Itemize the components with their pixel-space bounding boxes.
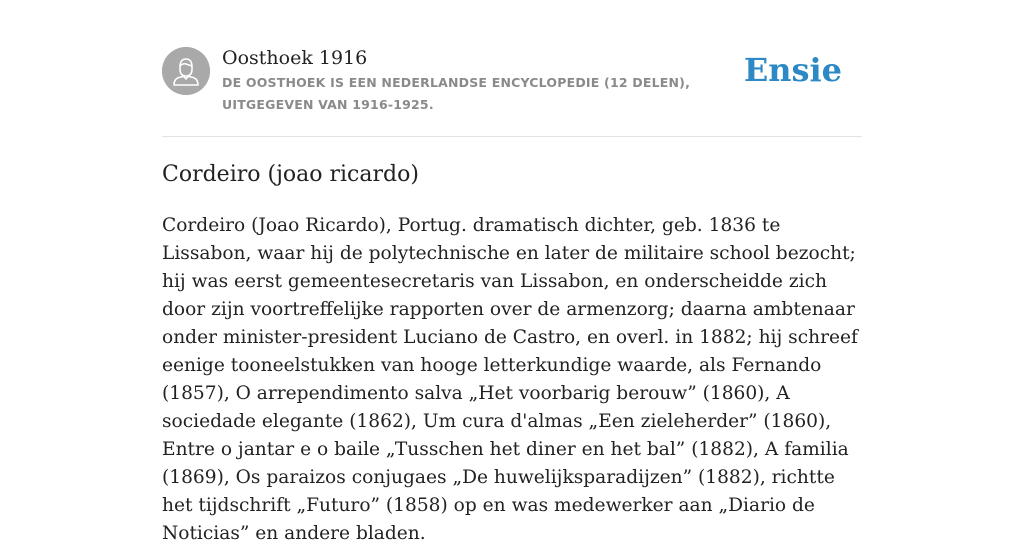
source-name[interactable]: Oosthoek 1916 bbox=[222, 47, 368, 69]
user-icon bbox=[162, 47, 210, 95]
source-description: DE OOSTHOEK IS EEN NEDERLANDSE ENCYCLOPEDIE (12 DELEN), UITGEGEVEN VAN 1916-1925. bbox=[222, 75, 691, 112]
article-title: Cordeiro (joao ricardo) bbox=[162, 162, 419, 187]
source-header bbox=[162, 44, 862, 137]
article-body: Cordeiro (Joao Ricardo), Portug. dramatisch dichter, geb. 1836 te Lissabon, waar hij de polytechnische en later de militaire school bezocht; hij was eerst gemeentesecretaris van Lissabon, en onderscheidde zich door zijn voortreffelijke rapporten over de armenzorg; daarna ambtenaar onder minister-president Luciano de Castro, en overl. in 1882; hij schreef eenige tooneelstukken van hooge letterkundige waarde, als Fernando (1857), O arrependimento salva „Het voorbarig berouw” (1860), A sociedade elegante (1862), Um cura d'almas „Een zieleherder” (1860), Entre o jantar e o baile „Tusschen het diner en het bal” (1882), A familia (1869), Os paraizos conjugaes „De huwelijksparadijzen” (1882), richtte het tijdschrift „Futuro” (1858) op en was medewerker aan „Diario de Noticias” en andere bladen. bbox=[162, 215, 858, 544]
ensie-logo[interactable]: Ensie bbox=[743, 51, 842, 89]
